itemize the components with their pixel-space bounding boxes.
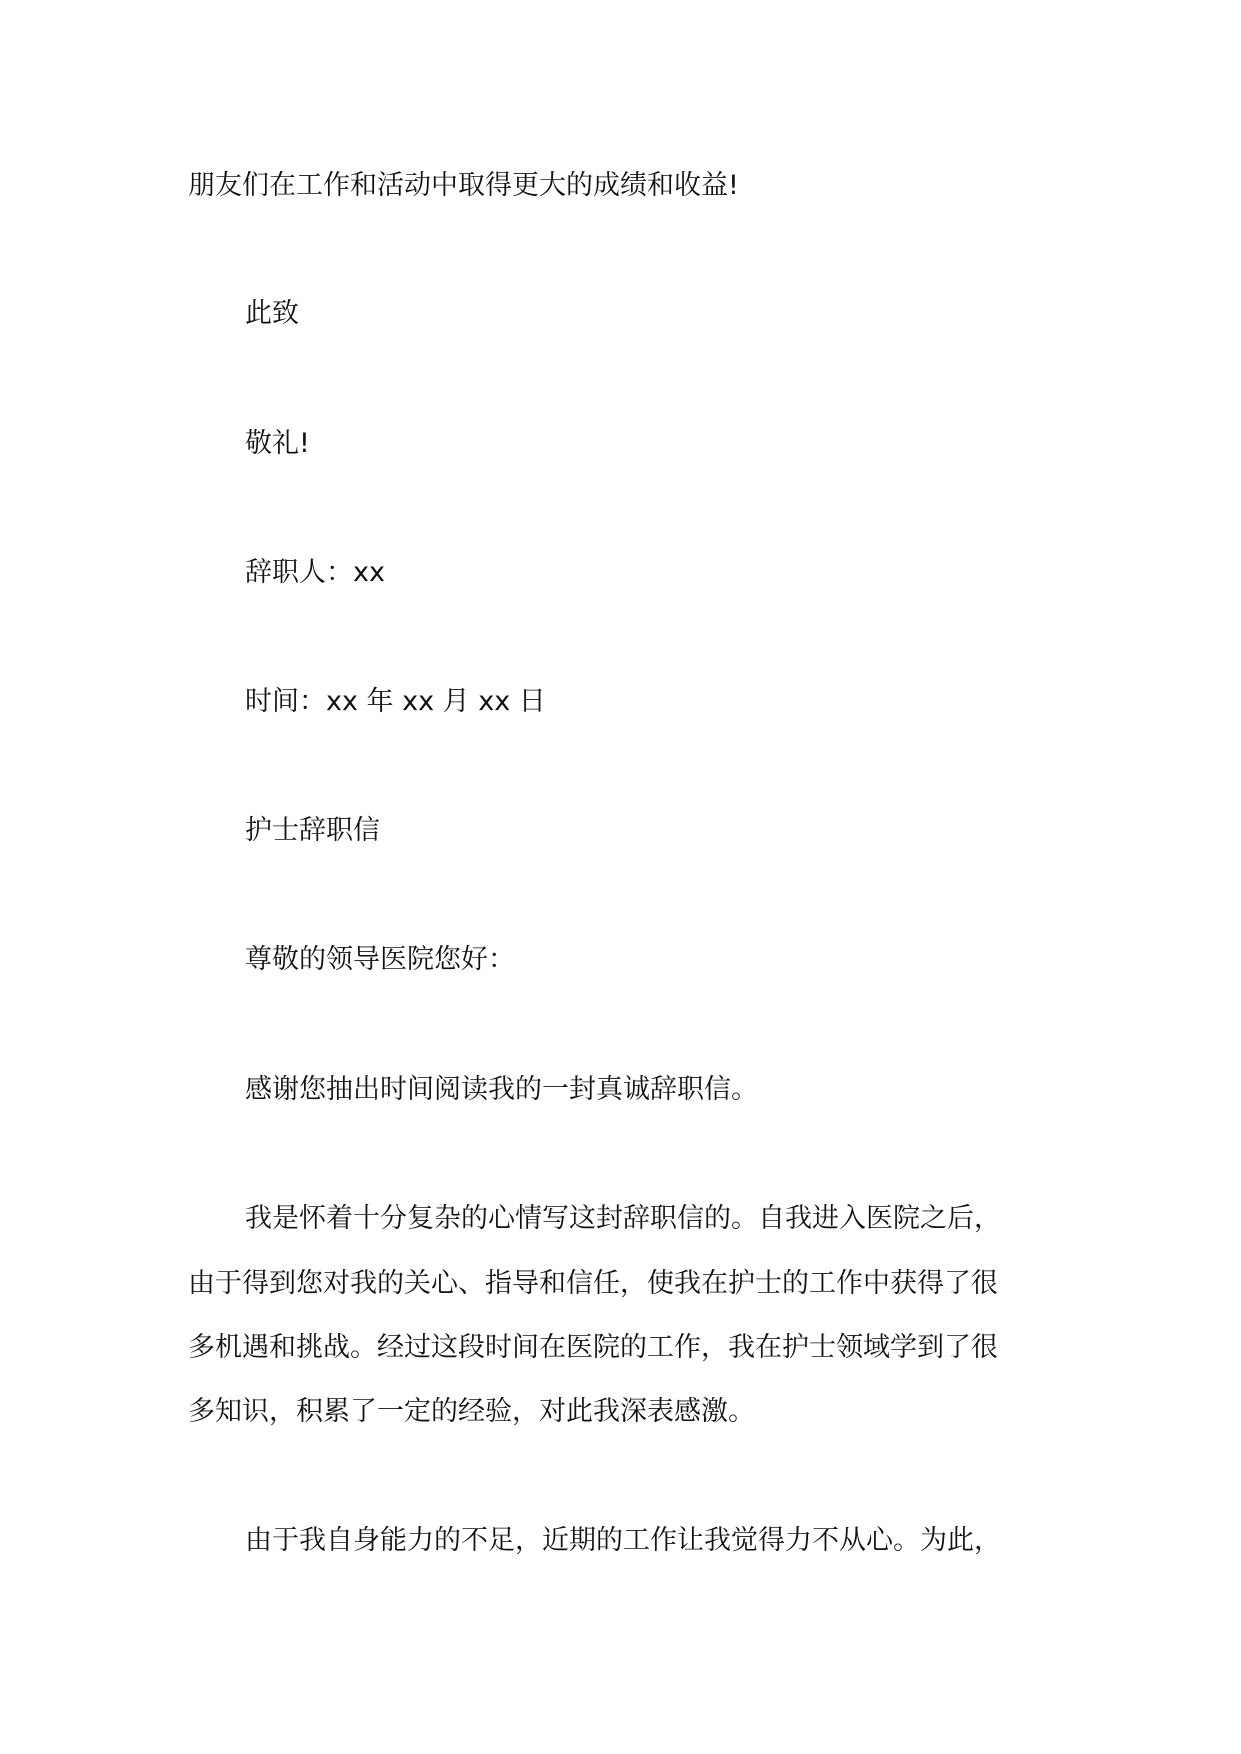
salutation-line: 尊敬的领导医院您好：: [245, 944, 515, 975]
closing-line-1: 此致: [245, 298, 299, 329]
continuation-line: 朋友们在工作和活动中取得更大的成绩和收益!: [188, 170, 739, 201]
paragraph-1: 感谢您抽出时间阅读我的一封真诚辞职信。: [245, 1074, 758, 1105]
paragraph-2-line-3: 多机遇和挑战。经过这段时间在医院的工作，我在护士领域学到了很: [188, 1332, 998, 1363]
signer-line: 辞职人：xx: [245, 557, 385, 588]
date-line: 时间：xx 年 xx 月 xx 日: [245, 686, 546, 717]
paragraph-3-line-1: 由于我自身能力的不足，近期的工作让我觉得力不从心。为此，: [245, 1525, 1001, 1556]
paragraph-2-line-1: 我是怀着十分复杂的心情写这封辞职信的。自我进入医院之后，: [245, 1203, 1001, 1234]
closing-line-2: 敬礼!: [245, 428, 310, 459]
letter-title: 护士辞职信: [245, 815, 380, 846]
paragraph-2-line-4: 多知识，积累了一定的经验，对此我深表感激。: [188, 1396, 755, 1427]
paragraph-2-line-2: 由于得到您对我的关心、指导和信任，使我在护士的工作中获得了很: [188, 1268, 998, 1299]
